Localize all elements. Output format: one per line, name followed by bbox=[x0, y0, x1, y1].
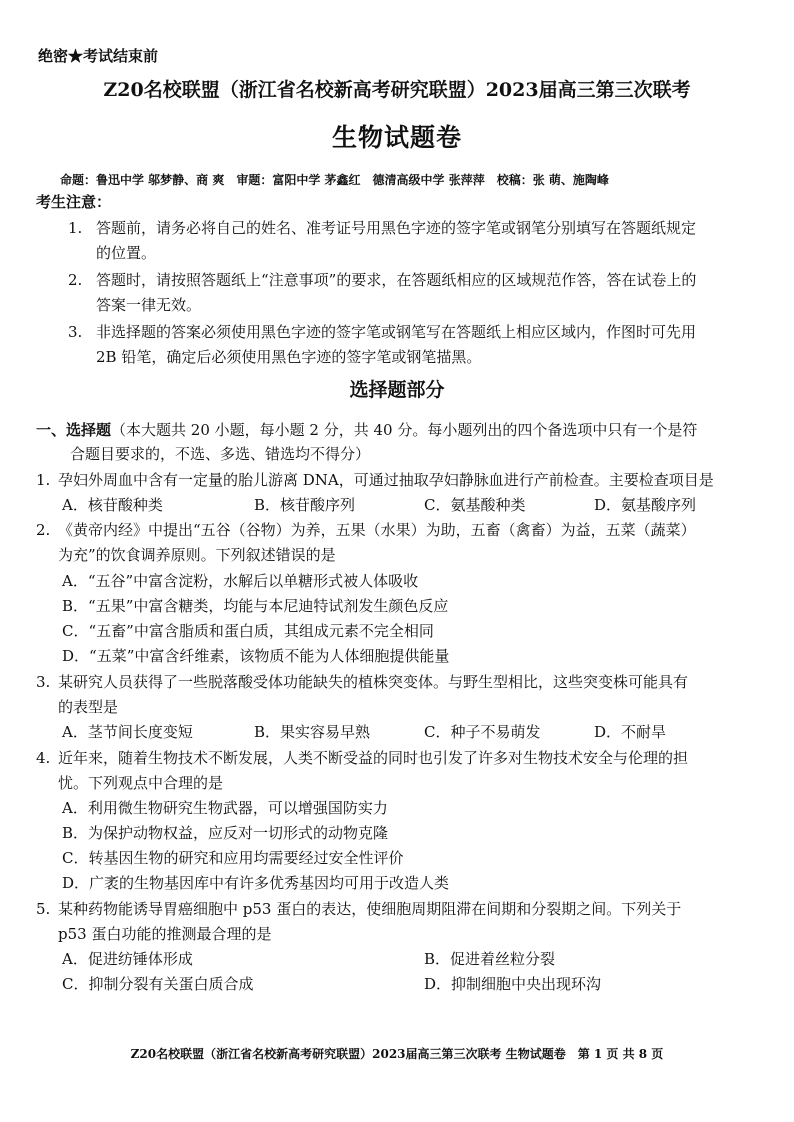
question-4-num: 4. bbox=[36, 749, 51, 767]
question-2-stem-line-2: 为充”的饮食调养原则。下列叙述错误的是 bbox=[58, 546, 336, 564]
page-footer: Z20名校联盟（浙江省名校新高考研究联盟）2023届高三第三次联考 生物试题卷 第 1 页 共 8 页 bbox=[130, 1047, 664, 1061]
notice-2-num: 2. bbox=[68, 271, 83, 289]
exam-title: Z20名校联盟（浙江省名校新高考研究联盟）2023届高三第三次联考 bbox=[103, 79, 691, 101]
question-4-option-c[interactable]: C．转基因生物的研究和应用均需要经过安全性评价 bbox=[62, 849, 404, 867]
notice-1-line-2: 的位置。 bbox=[96, 244, 157, 262]
notice-1-line-1: 答题前，请务必将自己的姓名、准考证号用黑色字迹的签字笔或钢笔分别填写在答题纸规定 bbox=[96, 219, 697, 237]
question-5-option-b[interactable]: B．促进着丝粒分裂 bbox=[424, 950, 556, 968]
question-3-option-a[interactable]: A．茎节间长度变短 bbox=[62, 723, 193, 741]
question-2-option-c[interactable]: C．“五畜”中富含脂质和蛋白质，其组成元素不完全相同 bbox=[62, 622, 434, 640]
question-4-stem-line-1: 近年来，随着生物技术不断发展，人类不断受益的同时也引发了许多对生物技术安全与伦理的担 bbox=[58, 749, 689, 767]
secret-mark: 绝密★考试结束前 bbox=[38, 47, 159, 65]
question-5-option-a[interactable]: A．促进纺锤体形成 bbox=[62, 950, 193, 968]
notice-title: 考生注意： bbox=[36, 193, 112, 211]
question-4-option-b[interactable]: B．为保护动物权益，应反对一切形式的动物克隆 bbox=[62, 824, 389, 842]
question-2-option-a[interactable]: A．“五谷”中富含淀粉，水解后以单糖形式被人体吸收 bbox=[62, 572, 419, 590]
notice-3-line-2: 2B 铅笔，确定后必须使用黑色字迹的签字笔或钢笔描黑。 bbox=[96, 348, 482, 366]
part-line-2: 合题目要求的，不选、多选、错选均不得分） bbox=[70, 445, 371, 463]
question-1-option-c[interactable]: C．氨基酸种类 bbox=[424, 496, 526, 514]
question-2-option-d[interactable]: D．“五菜”中富含纤维素，该物质不能为人体细胞提供能量 bbox=[62, 647, 450, 665]
question-5-stem-line-2: p53 蛋白功能的推测最合理的是 bbox=[58, 925, 272, 943]
question-4-stem-line-2: 忧。下列观点中合理的是 bbox=[58, 774, 224, 792]
question-1-option-b[interactable]: B．核苷酸序列 bbox=[254, 496, 356, 514]
question-3-option-d[interactable]: D．不耐旱 bbox=[594, 723, 667, 741]
question-2-option-b[interactable]: B．“五果”中富含糖类，均能与本尼迪特试剂发生颜色反应 bbox=[62, 597, 449, 615]
credits-line: 命题：鲁迅中学 邬梦静、商 爽 审题：富阳中学 茅鑫红 德清高级中学 张萍萍 校稿：张 萌、施陶峰 bbox=[60, 173, 609, 187]
question-2-num: 2. bbox=[36, 521, 51, 539]
question-3-num: 3. bbox=[36, 673, 51, 691]
question-3-option-b[interactable]: B．果实容易早熟 bbox=[254, 723, 371, 741]
question-3-option-c[interactable]: C．种子不易萌发 bbox=[424, 723, 541, 741]
notice-3-line-1: 非选择题的答案必须使用黑色字迹的签字笔或钢笔写在答题纸上相应区域内，作图时可先用 bbox=[96, 323, 697, 341]
question-2-stem-line-1: 《黄帝内经》中提出“五谷（谷物）为养，五果（水果）为助，五畜（禽畜）为益，五菜（蔬菜） bbox=[58, 521, 696, 539]
question-3-stem-line-1: 某研究人员获得了一些脱落酸受体功能缺失的植株突变体。与野生型相比，这些突变株可能具有 bbox=[58, 673, 689, 691]
part-line-1: （本大题共 20 小题，每小题 2 分，共 40 分。每小题列出的四个备选项中只有一个是符 bbox=[111, 421, 698, 439]
question-3-stem-line-2: 的表型是 bbox=[58, 698, 119, 716]
notice-2-line-2: 答案一律无效。 bbox=[96, 296, 202, 314]
question-4-option-d[interactable]: D．广袤的生物基因库中有许多优秀基因均可用于改造人类 bbox=[62, 874, 450, 892]
question-1-option-a[interactable]: A．核苷酸种类 bbox=[62, 496, 163, 514]
question-5-option-d[interactable]: D．抑制细胞中央出现环沟 bbox=[424, 975, 602, 993]
question-1-stem-line-1: 孕妇外周血中含有一定量的胎儿游离 DNA，可通过抽取孕妇静脉血进行产前检查。主要检查项目是 bbox=[58, 471, 714, 489]
part-instructions bbox=[36, 420, 697, 440]
question-4-option-a[interactable]: A．利用微生物研究生物武器，可以增强国防实力 bbox=[62, 799, 388, 817]
question-5-num: 5. bbox=[36, 900, 51, 918]
question-5-option-c[interactable]: C．抑制分裂有关蛋白质合成 bbox=[62, 975, 254, 993]
notice-2-line-1: 答题时，请按照答题纸上“注意事项”的要求，在答题纸相应的区域规范作答，答在试卷上的 bbox=[96, 271, 697, 289]
subject-title: 生物试题卷 bbox=[331, 123, 462, 152]
section-title: 选择题部分 bbox=[349, 379, 445, 401]
notice-3-num: 3. bbox=[68, 323, 83, 341]
question-5-stem-line-1: 某种药物能诱导胃癌细胞中 p53 蛋白的表达，使细胞周期阻滞在间期和分裂期之间。下列关于 bbox=[58, 900, 682, 918]
question-1-option-d[interactable]: D．氨基酸序列 bbox=[594, 496, 697, 514]
question-1-num: 1. bbox=[36, 471, 51, 489]
notice-1-num: 1. bbox=[68, 219, 83, 237]
part-label: 一、选择题 bbox=[36, 421, 112, 439]
